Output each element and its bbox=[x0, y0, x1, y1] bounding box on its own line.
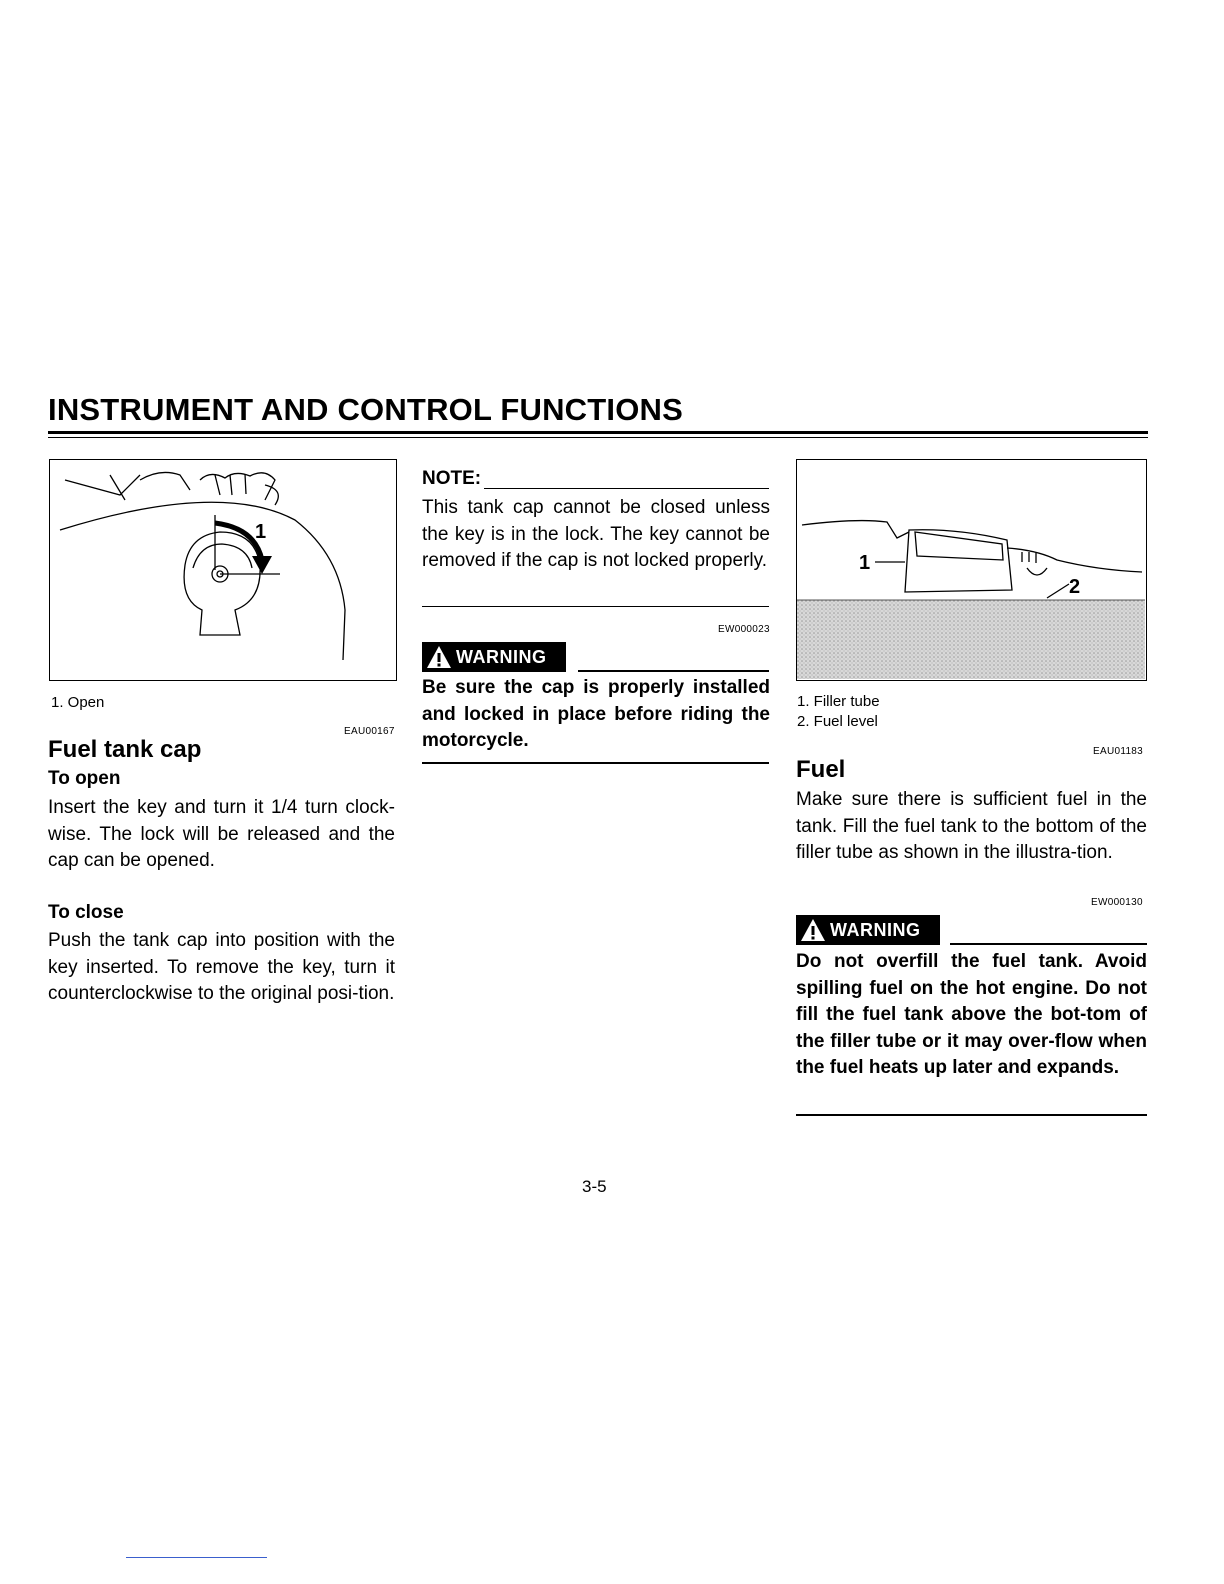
warning-end-rule-middle bbox=[422, 762, 769, 764]
warning-label-middle: WARNING bbox=[456, 646, 547, 667]
fuel-heading: Fuel bbox=[796, 756, 846, 783]
caption-fuel-level: 2. Fuel level bbox=[797, 713, 878, 730]
warning-rule-right bbox=[950, 943, 1147, 945]
caption-filler-tube: 1. Filler tube bbox=[797, 693, 880, 710]
to-close-heading: To close bbox=[48, 902, 124, 923]
warning-end-rule-right bbox=[796, 1114, 1147, 1116]
fuel-cap-illustration bbox=[49, 459, 397, 681]
page-number: 3-5 bbox=[582, 1177, 607, 1196]
warning-icon bbox=[800, 918, 826, 942]
to-open-heading: To open bbox=[48, 768, 121, 789]
warning-rule-middle bbox=[578, 670, 769, 672]
warning-icon bbox=[426, 645, 452, 669]
fuel-level-drawing bbox=[797, 460, 1145, 679]
fuel-level-callout: 2 bbox=[1069, 576, 1081, 598]
to-open-text: Insert the key and turn it 1/4 turn clock-wise. The lock will be released and the cap can be opened. bbox=[48, 797, 395, 871]
filler-tube-callout: 1 bbox=[859, 552, 871, 574]
fuel-tank-cap-heading: Fuel tank cap bbox=[48, 736, 202, 763]
warning-code-right: EW000130 bbox=[1091, 897, 1143, 908]
note-rule bbox=[484, 488, 769, 489]
fuel-level-illustration bbox=[796, 459, 1147, 681]
to-close-text: Push the tank cap into position with the key inserted. To remove the key, turn it counterclockwise to the original posi-tion. bbox=[48, 930, 395, 1004]
fuel-cap-callout: 1 bbox=[255, 521, 267, 543]
fuel-cap-drawing bbox=[50, 460, 395, 679]
warning-label-right: WARNING bbox=[830, 919, 921, 940]
note-label: NOTE: bbox=[422, 468, 482, 489]
warning-text-middle: Be sure the cap is properly installed and locked in place before riding the motorcycle. bbox=[422, 677, 770, 751]
warning-badge-middle bbox=[422, 642, 566, 672]
warning-code-middle: EW000023 bbox=[718, 624, 770, 635]
note-end-rule bbox=[422, 606, 769, 607]
fuel-section-code: EAU01183 bbox=[1093, 746, 1144, 757]
page-title: INSTRUMENT AND CONTROL FUNCTIONS bbox=[48, 392, 683, 427]
header-rule-thick bbox=[48, 431, 1148, 434]
header-rule-thin bbox=[48, 437, 1148, 438]
warning-badge-right bbox=[796, 915, 940, 945]
note-text: This tank cap cannot be closed unless the key is in the lock. The key cannot be removed if the cap is not locked properly. bbox=[422, 497, 770, 571]
warning-text-right: Do not overfill the fuel tank. Avoid spilling fuel on the hot engine. Do not fill the fuel tank above the bot-tom of the filler tube or it may over-flow when the fuel heats up later and expands. bbox=[796, 951, 1147, 1078]
footer-rule bbox=[126, 1557, 267, 1558]
fuel-tank-cap-code: EAU00167 bbox=[344, 726, 395, 737]
fuel-cap-figure-caption: 1. Open bbox=[51, 694, 105, 711]
fuel-text: Make sure there is sufficient fuel in the tank. Fill the fuel tank to the bottom of the filler tube as shown in the illustra-tion. bbox=[796, 789, 1147, 863]
